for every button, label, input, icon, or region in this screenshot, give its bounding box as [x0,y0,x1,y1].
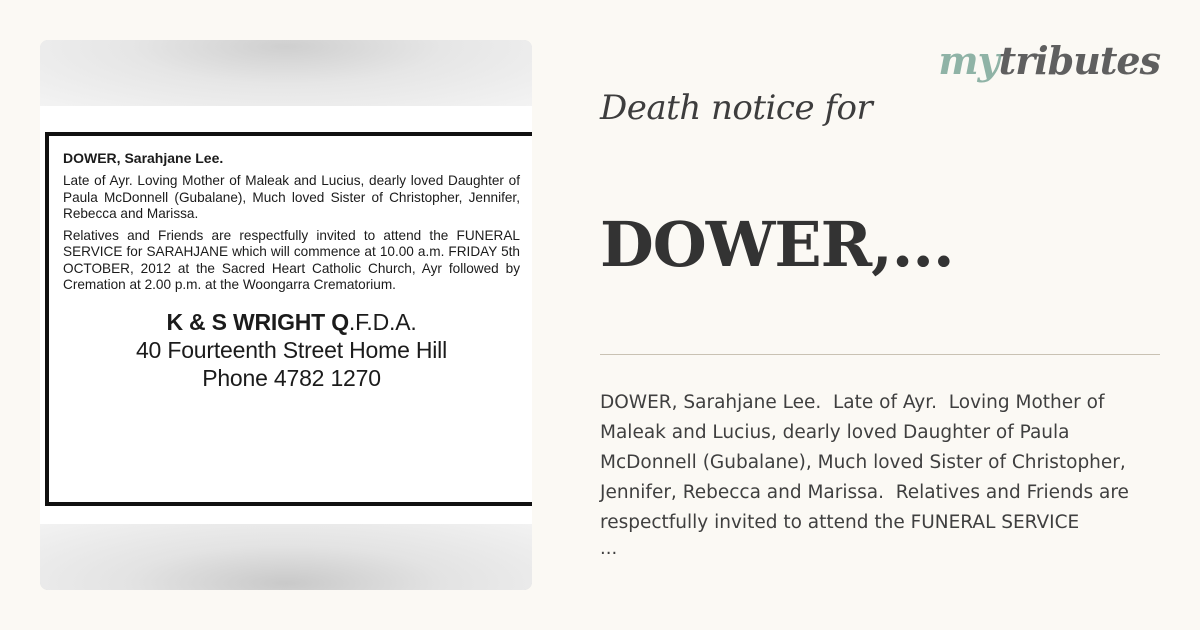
card-fade-top [40,40,532,106]
notice-excerpt: DOWER, Sarahjane Lee. Late of Ayr. Loving Mother of Maleak and Lucius, dearly loved Daughter of Paula McDonnell (Gubalane), Much loved Sister of Christopher, Jennifer, Rebecca and Marissa. Relatives and Friends are respectfully invited to attend the FUNERAL SERVICE [600,392,1135,533]
excerpt-ellipsis: ... [600,538,618,559]
page-heading: Death notice for [600,88,873,128]
funeral-director-name-suffix: .F.D.A. [348,308,417,335]
funeral-director-name-main: K & S WRIGHT Q [166,308,349,335]
notice-paragraph-family: Late of Ayr. Loving Mother of Maleak and Lucius, dearly loved Daughter of Paula McDonnell (Gubalane), Much loved Sister of Christopher, Jennifer, Rebecca and Marissa. [63,173,520,221]
notice-image-card [40,40,532,590]
funeral-director-phone: Phone 4782 1270 [202,364,381,391]
funeral-director-name [63,308,520,336]
logo-part-tributes: tributes [998,38,1160,83]
divider [600,354,1160,355]
funeral-director-block [63,308,520,392]
funeral-director-address: 40 Fourteenth Street Home Hill [135,336,448,363]
notice-deceased-name: DOWER, Sarahjane Lee. [63,150,224,166]
mytributes-logo[interactable] [938,38,1160,83]
notice-paragraph-service: Relatives and Friends are respectfully invited to attend the FUNERAL SERVICE for SARAHJANE which will commence at 10.00 a.m. FRIDAY 5th OCTOBER, 2012 at the Sacred Heart Catholic Church, Ayr followed by Cremation at 2.00 p.m. at the Woongarra Crematorium. [63,227,520,292]
deceased-name-title: DOWER,... [600,208,954,281]
card-fade-bottom [40,524,532,590]
logo-part-my: my [938,38,999,83]
newspaper-notice [45,132,532,506]
